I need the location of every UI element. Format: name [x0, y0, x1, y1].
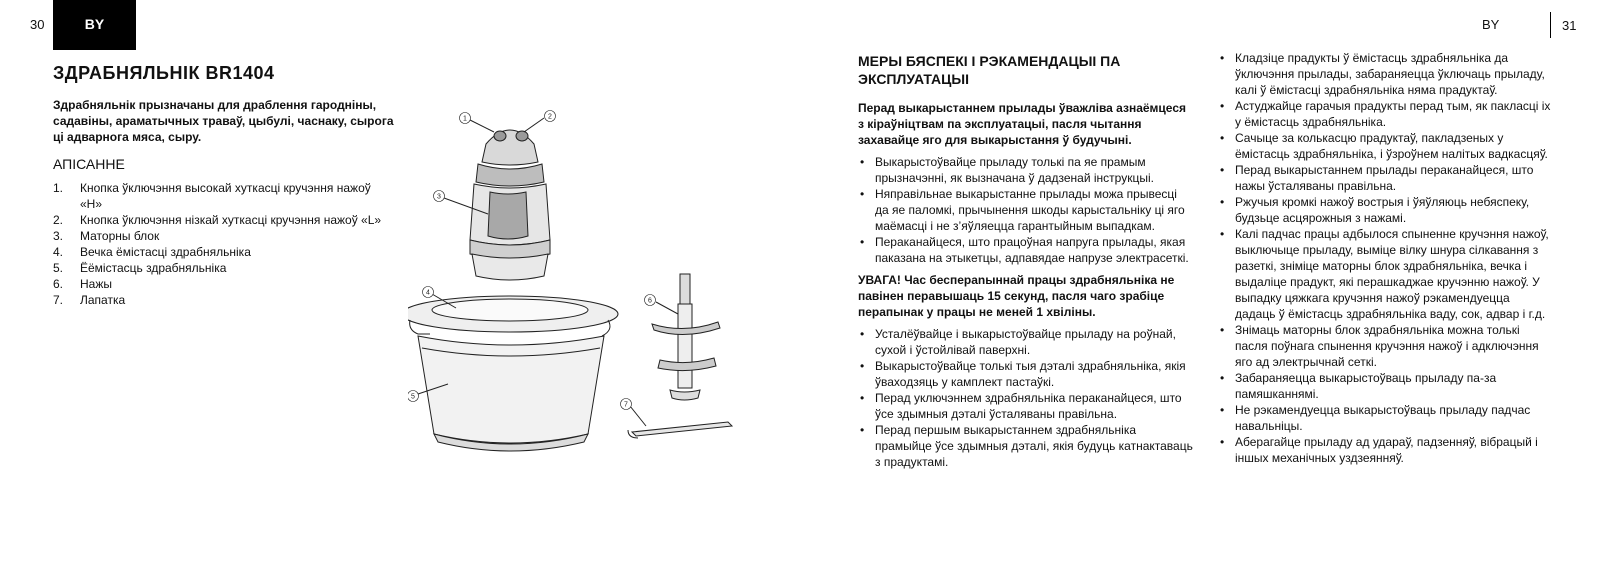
header-divider — [1550, 12, 1551, 38]
parts-list-item: 6. Нажы — [53, 277, 112, 291]
description-heading: АПІСАННЕ — [53, 156, 125, 172]
callout-7: 7 — [624, 401, 628, 409]
callout-3: 3 — [437, 193, 441, 201]
safety-warning: УВАГА! Час беспераnыннай працы здрабняльніка не павінен перавышаць 15 секунд, пасля чаго зрабіце перапынак у працы не меней 1 хвіліны. — [858, 273, 1175, 319]
callout-5: 5 — [411, 393, 415, 401]
right-page-number: 31 — [1562, 18, 1577, 33]
safety-list-item: • Забараняецца выкарыстоўваць прыладу па-за памяшканнямі. — [1218, 370, 1553, 402]
parts-list-item: 2. Кнопка ўключэння нізкай хуткасці кручэння нажоў «L» — [53, 213, 382, 227]
safety-list-item: • Ржучыя кромкі нажоў вострыя і ўяўляюць небяспеку, будзьце асцярожныя з нажамі. — [1218, 194, 1553, 226]
safety-list-1 — [858, 154, 1193, 266]
parts-list — [53, 180, 383, 308]
safety-lead: Перад выкарыстаннем прылады ўважліва азнаёмцеся з кіраўніцтвам па эксплуатацыі, пасля чытання захавайце яго для выкарыстання ў будучыні. — [858, 101, 1186, 147]
right-language-label: BY — [1482, 17, 1500, 32]
safety-list-item: • Выкарыстоўвайце толькі тыя дэталі здрабняльніка, якія ўваходзяць у камплект пастаўкі. — [858, 358, 1193, 390]
callout-2: 2 — [548, 113, 552, 121]
safety-list-2 — [858, 326, 1193, 470]
callout-4: 4 — [426, 289, 430, 297]
safety-column-2 — [1218, 50, 1553, 466]
left-page-number: 30 — [30, 17, 45, 32]
safety-list-item: • Усталёўвайце і выкарыстоўвайце прыладу на роўнай, сухой і ўстойлівай паверхні. — [858, 326, 1193, 358]
safety-list-item: • Выкарыстоўвайце прыладу толькі па яе прамым прызначэнні, як вызначана ў дадзенай інструкцыі. — [858, 154, 1193, 186]
parts-list-item: 3. Маторны блок — [53, 229, 160, 243]
product-intro: Здрабняльнік прызначаны для драблення гароднiны, садавiны, араматычных траваў, цыбулi, часнaку, сырога цi адварнога мяса, сыру. — [53, 98, 394, 144]
chopper-illustration — [408, 104, 764, 464]
parts-list-item: 4. Вечка ёмістасці здрабняльніка — [53, 245, 251, 259]
callout-1: 1 — [463, 115, 467, 123]
language-badge: BY — [53, 0, 136, 50]
safety-list-item: • Аберагайце прыладу ад удараў, падзенняў, вібрацый і іншых механічных уздзеянняў. — [1218, 434, 1553, 466]
safety-column-1 — [858, 52, 1193, 470]
safety-list-item: • Перад выкарыстаннем прылады пераканайцеся, што нажы ўсталяваны правільна. — [1218, 162, 1553, 194]
safety-list-3 — [1218, 50, 1553, 466]
safety-list-item: • Калі падчас працы адбылося спыненне кручэння нажоў, выключыце прыладу, выміце вілку шнура сілкавання з разеткі, зніміце маторны блок здрабняльніка, вечка і выдаліце прадукт, які перашкаджае кручэнню нажоў. У выпадку цяжкага кручэння нажоў рэкамендуецца дадаць ў ёмістасць здрабняльніка ваду, сок, адвар і г.д. — [1218, 226, 1553, 322]
safety-list-item: • Знімаць маторны блок здрабняльніка можна толькі пасля поўнага спынення кручэння нажоў і адключэння яго ад электрычнай сеткі. — [1218, 322, 1553, 370]
safety-list-item: • Не рэкамендуецца выкарыстоўваць прыладу падчас навальніцы. — [1218, 402, 1553, 434]
callout-6: 6 — [648, 297, 652, 305]
safety-list-item: • Кладзіце прадукты ў ёмістасць здрабняльніка да ўключэння прылады, забараняецца ўключаць прыладу, калі ў ёмістасці здрабняльніка няма прадуктаў. — [1218, 50, 1553, 98]
parts-list-item: 5. Ёёмістасць здрабняльніка — [53, 261, 227, 275]
parts-list-item: 1. Кнопка ўключэння высокай хуткасці кручэння нажоў «H» — [53, 181, 371, 211]
safety-list-item: • Перад уключэннем здрабняльніка пераканайцеся, што ўсе здымныя дэталі ўсталяваны правільна. — [858, 390, 1193, 422]
safety-list-item: • Сачыце за колькасцю прадуктаў, пакладзеных у ёмістасць здрабняльніка, і ўзроўнем налітых вадкасцяў. — [1218, 130, 1553, 162]
safety-list-item: • Перад першым выкарыстаннем здрабняльніка прамыйце ўсе здымныя дэталі, якія будуць катнактаваць з прадуктамі. — [858, 422, 1193, 470]
parts-list-item: 7. Лапатка — [53, 293, 126, 307]
safety-list-item: • Астуджайце гарачыя прадукты перад тым, як пакласці іх у ёмістасць здрабняльніка. — [1218, 98, 1553, 130]
safety-heading: МЕРЫ БЯСПЕКІ І РЭКАМЕНДАЦЫІ ПА ЭКСПЛУАТАЦЫІ — [858, 53, 1121, 87]
safety-list-item: • Няправільнае выкарыстанне прылады можа прывесці да яе паломкі, прычынення шкоды карыстальніку ці яго маёмасці і не з’яўляецца гарантыйным выпадкам. — [858, 186, 1193, 234]
product-title: ЗДРАБНЯЛЬНІК BR1404 — [53, 63, 275, 83]
safety-list-item: • Пераканайцеся, што працоўная напруга прылады, якая паказана на этыкетцы, адпавядае напрузе электрасеткі. — [858, 234, 1193, 266]
